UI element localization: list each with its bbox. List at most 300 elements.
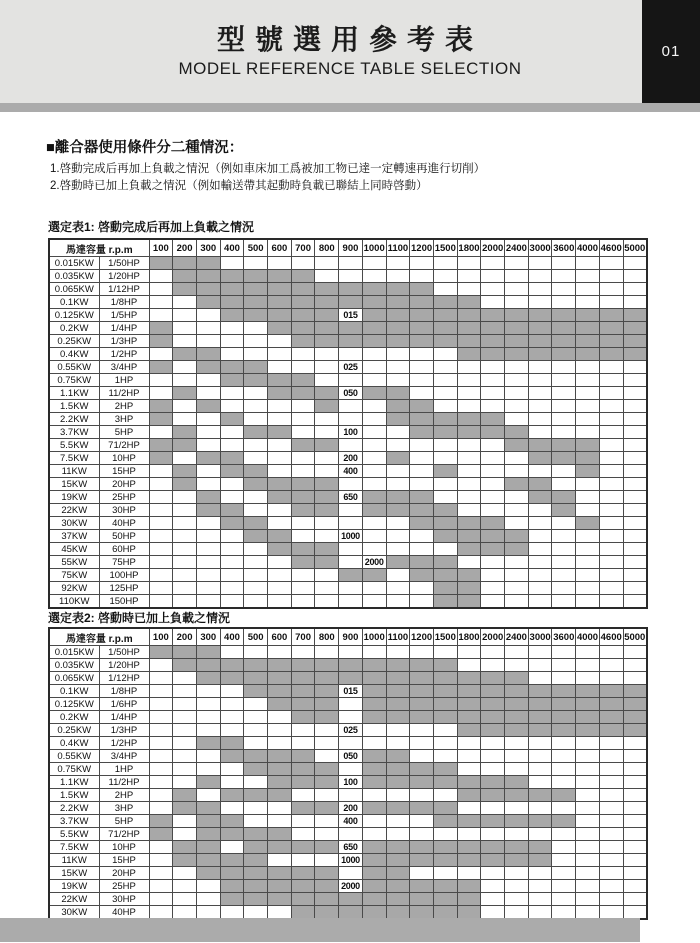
motor-kw-cell: 0.4KW — [49, 348, 99, 361]
table2-title: 選定表2: 啓動時已加上負載之情況 — [48, 611, 231, 625]
grid-cell — [552, 348, 576, 361]
grid-cell — [315, 906, 339, 920]
grid-cell — [268, 387, 292, 400]
grid-cell — [505, 283, 529, 296]
grid-cell — [433, 543, 457, 556]
grid-cell — [433, 556, 457, 569]
grid-cell — [433, 672, 457, 685]
grid-cell — [315, 530, 339, 543]
grid-cell — [315, 828, 339, 841]
grid-cell — [386, 335, 410, 348]
grid-cell — [291, 491, 315, 504]
grid-cell — [505, 724, 529, 737]
grid-cell — [623, 685, 647, 698]
grid-cell — [315, 646, 339, 659]
grid-cell — [196, 387, 220, 400]
grid-cell — [481, 763, 505, 776]
rpm-header-cell: 1500 — [433, 239, 457, 257]
grid-cell — [244, 504, 268, 517]
grid-cell — [457, 828, 481, 841]
grid-cell — [410, 491, 434, 504]
grid-cell — [173, 672, 197, 685]
grid-cell — [339, 595, 363, 609]
grid-cell — [457, 504, 481, 517]
grid-cell — [291, 828, 315, 841]
grid-cell — [457, 815, 481, 828]
table-row — [49, 543, 647, 556]
motor-hp-cell: 125HP — [99, 582, 149, 595]
grid-cell — [149, 504, 173, 517]
motor-hp-cell: 15HP — [99, 465, 149, 478]
grid-cell — [433, 685, 457, 698]
grid-cell — [552, 530, 576, 543]
rpm-header-cell: 1800 — [457, 628, 481, 646]
grid-cell — [457, 672, 481, 685]
grid-cell — [149, 413, 173, 426]
grid-cell — [386, 491, 410, 504]
grid-cell — [339, 646, 363, 659]
grid-cell — [315, 569, 339, 582]
grid-cell — [196, 789, 220, 802]
grid-cell — [196, 776, 220, 789]
grid-cell — [481, 789, 505, 802]
motor-hp-cell: 1/5HP — [99, 309, 149, 322]
grid-cell — [623, 828, 647, 841]
table-row — [49, 374, 647, 387]
rpm-header-cell: 700 — [291, 628, 315, 646]
grid-cell — [149, 348, 173, 361]
grid-cell — [481, 465, 505, 478]
grid-cell — [599, 880, 623, 893]
grid-cell — [362, 517, 386, 530]
grid-cell — [173, 530, 197, 543]
grid-cell — [505, 361, 529, 374]
motor-hp-cell: 1/8HP — [99, 685, 149, 698]
grid-cell — [576, 672, 600, 685]
motor-kw-cell: 11KW — [49, 854, 99, 867]
grid-cell — [552, 815, 576, 828]
grid-cell — [481, 530, 505, 543]
grid-cell — [386, 672, 410, 685]
grid-cell — [220, 737, 244, 750]
grid-cell — [410, 478, 434, 491]
grid-cell — [268, 867, 292, 880]
grid-cell — [599, 322, 623, 335]
grid-cell — [623, 439, 647, 452]
grid-cell — [505, 737, 529, 750]
grid-cell — [173, 491, 197, 504]
motor-kw-cell: 0.4KW — [49, 737, 99, 750]
grid-cell — [244, 802, 268, 815]
grid-cell — [173, 478, 197, 491]
grid-cell — [196, 504, 220, 517]
grid-cell — [315, 361, 339, 374]
grid-cell — [220, 387, 244, 400]
grid-cell — [528, 400, 552, 413]
grid-cell — [576, 867, 600, 880]
grid-cell — [481, 413, 505, 426]
grid-cell — [386, 854, 410, 867]
grid-cell — [576, 698, 600, 711]
motor-hp-cell: 1HP — [99, 374, 149, 387]
grid-cell — [599, 776, 623, 789]
grid-cell — [410, 257, 434, 270]
grid-cell — [268, 504, 292, 517]
motor-kw-cell: 11KW — [49, 465, 99, 478]
grid-cell — [528, 711, 552, 724]
grid-cell — [220, 789, 244, 802]
grid-cell — [244, 841, 268, 854]
grid-cell — [552, 478, 576, 491]
grid-cell — [576, 400, 600, 413]
rpm-header-cell: 2000 — [481, 239, 505, 257]
motor-kw-cell: 0.015KW — [49, 646, 99, 659]
model-zone-label: 200 — [339, 802, 363, 815]
grid-cell — [481, 802, 505, 815]
motor-kw-cell: 1.1KW — [49, 387, 99, 400]
grid-cell — [623, 724, 647, 737]
grid-cell — [457, 776, 481, 789]
grid-cell — [315, 517, 339, 530]
grid-cell — [576, 815, 600, 828]
grid-cell — [268, 582, 292, 595]
grid-cell — [552, 504, 576, 517]
motor-kw-cell: 2.2KW — [49, 413, 99, 426]
grid-cell — [196, 582, 220, 595]
grid-cell — [528, 309, 552, 322]
table-row — [49, 309, 647, 322]
grid-cell — [339, 257, 363, 270]
grid-cell — [457, 426, 481, 439]
grid-cell — [528, 491, 552, 504]
grid-cell — [528, 724, 552, 737]
grid-cell — [149, 400, 173, 413]
grid-cell — [433, 309, 457, 322]
grid-cell — [528, 257, 552, 270]
grid-cell — [457, 465, 481, 478]
grid-cell — [528, 374, 552, 387]
grid-cell — [623, 491, 647, 504]
rpm-header-cell: 400 — [220, 239, 244, 257]
grid-cell — [315, 737, 339, 750]
grid-cell — [315, 322, 339, 335]
grid-cell — [173, 582, 197, 595]
grid-cell — [576, 491, 600, 504]
grid-cell — [410, 452, 434, 465]
grid-cell — [410, 711, 434, 724]
grid-cell — [386, 750, 410, 763]
page-title: 型號選用參考表 — [216, 24, 483, 56]
grid-cell — [196, 906, 220, 920]
header-row — [49, 628, 647, 646]
grid-cell — [386, 556, 410, 569]
grid-cell — [433, 776, 457, 789]
rpm-header-cell: 5000 — [623, 628, 647, 646]
grid-cell — [339, 828, 363, 841]
grid-cell — [220, 893, 244, 906]
grid-cell — [244, 309, 268, 322]
grid-cell — [173, 776, 197, 789]
grid-cell — [599, 296, 623, 309]
grid-cell — [433, 698, 457, 711]
grid-cell — [457, 893, 481, 906]
grid-cell — [457, 543, 481, 556]
grid-cell — [623, 854, 647, 867]
grid-cell — [268, 543, 292, 556]
grid-cell — [339, 867, 363, 880]
grid-cell — [410, 582, 434, 595]
grid-cell — [505, 582, 529, 595]
grid-cell — [386, 776, 410, 789]
grid-cell — [599, 841, 623, 854]
table-row — [49, 530, 647, 543]
grid-cell — [149, 672, 173, 685]
grid-cell — [362, 646, 386, 659]
grid-cell — [173, 517, 197, 530]
grid-cell — [528, 439, 552, 452]
grid-cell — [457, 646, 481, 659]
grid-cell — [623, 569, 647, 582]
footer-bar — [0, 918, 640, 942]
motor-kw-cell: 3.7KW — [49, 815, 99, 828]
rpm-header-cell: 1200 — [410, 239, 434, 257]
grid-cell — [623, 530, 647, 543]
grid-cell — [386, 322, 410, 335]
grid-cell — [599, 309, 623, 322]
grid-cell — [552, 491, 576, 504]
grid-cell — [291, 556, 315, 569]
grid-cell — [315, 893, 339, 906]
grid-cell — [173, 556, 197, 569]
grid-cell — [599, 413, 623, 426]
grid-cell — [315, 309, 339, 322]
rpm-header-cell: 1200 — [410, 628, 434, 646]
motor-hp-cell: 1/6HP — [99, 698, 149, 711]
grid-cell — [481, 582, 505, 595]
grid-cell — [244, 400, 268, 413]
grid-cell — [291, 711, 315, 724]
grid-cell — [362, 543, 386, 556]
grid-cell — [599, 854, 623, 867]
grid-cell — [599, 270, 623, 283]
grid-cell — [623, 504, 647, 517]
grid-cell — [149, 659, 173, 672]
grid-cell — [481, 646, 505, 659]
grid-cell — [481, 867, 505, 880]
grid-cell — [291, 672, 315, 685]
motor-hp-cell: 25HP — [99, 491, 149, 504]
grid-cell — [244, 361, 268, 374]
grid-cell — [291, 569, 315, 582]
grid-cell — [410, 685, 434, 698]
grid-cell — [244, 854, 268, 867]
grid-cell — [505, 815, 529, 828]
table-row — [49, 893, 647, 906]
grid-cell — [599, 478, 623, 491]
grid-cell — [552, 517, 576, 530]
grid-cell — [528, 387, 552, 400]
grid-cell — [149, 478, 173, 491]
grid-cell — [315, 763, 339, 776]
grid-cell — [481, 685, 505, 698]
grid-cell — [244, 763, 268, 776]
grid-cell — [505, 348, 529, 361]
grid-cell — [244, 646, 268, 659]
model-zone-label: 2000 — [339, 880, 363, 893]
grid-cell — [244, 517, 268, 530]
grid-cell — [599, 504, 623, 517]
grid-cell — [268, 685, 292, 698]
grid-cell — [362, 724, 386, 737]
grid-cell — [268, 893, 292, 906]
grid-cell — [505, 802, 529, 815]
rpm-header-cell: 300 — [196, 239, 220, 257]
grid-cell — [623, 737, 647, 750]
grid-cell — [528, 672, 552, 685]
grid-cell — [291, 322, 315, 335]
grid-cell — [576, 828, 600, 841]
grid-cell — [505, 543, 529, 556]
grid-cell — [552, 776, 576, 789]
table-row — [49, 737, 647, 750]
grid-cell — [505, 426, 529, 439]
grid-cell — [576, 543, 600, 556]
grid-cell — [339, 711, 363, 724]
grid-cell — [599, 361, 623, 374]
grid-cell — [481, 491, 505, 504]
grid-cell — [623, 478, 647, 491]
grid-cell — [196, 724, 220, 737]
grid-cell — [149, 335, 173, 348]
grid-cell — [339, 413, 363, 426]
table-row — [49, 322, 647, 335]
table-row — [49, 387, 647, 400]
grid-cell — [362, 296, 386, 309]
grid-cell — [433, 257, 457, 270]
grid-cell — [173, 724, 197, 737]
grid-cell — [481, 672, 505, 685]
grid-cell — [433, 569, 457, 582]
grid-cell — [505, 322, 529, 335]
grid-cell — [386, 737, 410, 750]
grid-cell — [410, 867, 434, 880]
grid-cell — [268, 374, 292, 387]
grid-cell — [433, 426, 457, 439]
grid-cell — [623, 283, 647, 296]
motor-kw-cell: 3.7KW — [49, 426, 99, 439]
grid-cell — [410, 750, 434, 763]
grid-cell — [599, 828, 623, 841]
rpm-header-cell: 400 — [220, 628, 244, 646]
grid-cell — [196, 400, 220, 413]
grid-cell — [457, 491, 481, 504]
grid-cell — [552, 556, 576, 569]
grid-cell — [623, 452, 647, 465]
grid-cell — [268, 361, 292, 374]
grid-cell — [433, 491, 457, 504]
grid-cell — [410, 439, 434, 452]
grid-cell — [149, 387, 173, 400]
grid-cell — [315, 374, 339, 387]
grid-cell — [410, 815, 434, 828]
grid-cell — [481, 309, 505, 322]
grid-cell — [315, 595, 339, 609]
conditions-heading: ■離合器使用條件分二種情況： — [46, 140, 244, 156]
grid-cell — [196, 543, 220, 556]
grid-cell — [196, 867, 220, 880]
grid-cell — [410, 530, 434, 543]
motor-hp-cell: 3HP — [99, 802, 149, 815]
grid-cell — [457, 374, 481, 387]
grid-cell — [505, 841, 529, 854]
table-row — [49, 672, 647, 685]
grid-cell — [173, 335, 197, 348]
grid-cell — [220, 880, 244, 893]
grid-cell — [552, 595, 576, 609]
grid-cell — [433, 893, 457, 906]
grid-cell — [291, 478, 315, 491]
grid-cell — [386, 880, 410, 893]
grid-cell — [315, 776, 339, 789]
grid-cell — [149, 841, 173, 854]
grid-cell — [552, 763, 576, 776]
grid-cell — [410, 426, 434, 439]
grid-cell — [244, 439, 268, 452]
grid-cell — [362, 906, 386, 920]
page-header — [0, 0, 642, 103]
grid-cell — [410, 413, 434, 426]
grid-cell — [291, 361, 315, 374]
rpm-header-cell: 800 — [315, 628, 339, 646]
grid-cell — [528, 335, 552, 348]
grid-cell — [220, 283, 244, 296]
motor-hp-cell: 150HP — [99, 595, 149, 609]
grid-cell — [505, 906, 529, 920]
motor-kw-cell: 55KW — [49, 556, 99, 569]
grid-cell — [410, 374, 434, 387]
grid-cell — [268, 426, 292, 439]
grid-cell — [149, 893, 173, 906]
motor-kw-cell: 1.1KW — [49, 776, 99, 789]
grid-cell — [291, 724, 315, 737]
model-zone-label: 200 — [339, 452, 363, 465]
grid-cell — [528, 283, 552, 296]
grid-cell — [528, 763, 552, 776]
grid-cell — [528, 296, 552, 309]
motor-kw-cell: 19KW — [49, 880, 99, 893]
grid-cell — [505, 893, 529, 906]
grid-cell — [339, 517, 363, 530]
grid-cell — [268, 854, 292, 867]
grid-cell — [528, 659, 552, 672]
grid-cell — [291, 802, 315, 815]
grid-cell — [576, 854, 600, 867]
grid-cell — [173, 465, 197, 478]
grid-cell — [599, 646, 623, 659]
grid-cell — [528, 737, 552, 750]
grid-cell — [528, 322, 552, 335]
grid-cell — [481, 374, 505, 387]
grid-cell — [386, 465, 410, 478]
grid-cell — [196, 672, 220, 685]
grid-cell — [149, 763, 173, 776]
grid-cell — [291, 439, 315, 452]
table-row — [49, 569, 647, 582]
grid-cell — [173, 374, 197, 387]
grid-cell — [315, 283, 339, 296]
motor-hp-cell: 40HP — [99, 906, 149, 920]
table-row — [49, 452, 647, 465]
